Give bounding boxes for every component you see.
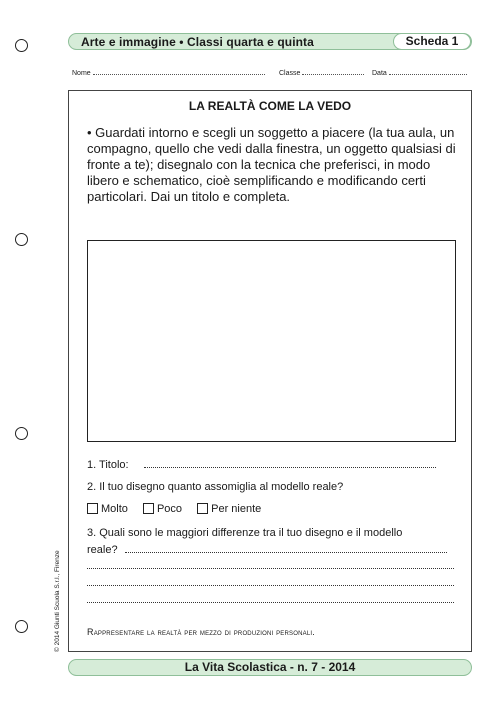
learning-goal: Rappresentare la realtà per mezzo di produzioni personali.: [87, 627, 315, 637]
question-1: [87, 458, 436, 471]
worksheet-frame: [68, 90, 472, 652]
name-label: Nome: [72, 70, 91, 77]
date-field[interactable]: [372, 68, 467, 77]
binder-hole-top: [15, 39, 28, 52]
question-2-number: 2.: [87, 481, 97, 493]
question-1-number: 1.: [87, 459, 97, 471]
option-molto[interactable]: [87, 503, 128, 515]
question-3-line2: [87, 543, 447, 556]
option-per-niente-label: Per niente: [211, 503, 262, 515]
question-2-text: Il tuo disegno quanto assomiglia al modello reale?: [99, 481, 344, 493]
footer-bar: La Vita Scolastica - n. 7 - 2014: [68, 659, 472, 676]
class-field[interactable]: [279, 68, 364, 77]
question-1-text: Titolo:: [99, 459, 129, 471]
differences-answer-line-1[interactable]: [125, 543, 447, 553]
question-3-text-cont: reale?: [87, 544, 118, 556]
question-2: [87, 481, 343, 493]
question-3-text: Quali sono le maggiori differenze tra il tuo disegno e il modello: [99, 527, 403, 539]
option-poco-label: Poco: [156, 503, 183, 515]
name-field[interactable]: [72, 68, 265, 77]
name-dotted-line: [93, 68, 265, 75]
copyright-notice: © 2014 Giunti Scuola S.r.l., Firenze: [54, 550, 61, 652]
question-3-number: 3.: [87, 527, 97, 539]
date-dotted-line: [389, 68, 467, 75]
option-per-niente[interactable]: [197, 503, 261, 515]
class-label: Classe: [279, 70, 301, 77]
checkbox-molto[interactable]: [87, 503, 98, 514]
question-2-options: [87, 503, 273, 515]
binder-hole-bottom: [15, 620, 28, 633]
sheet-label: Scheda 1: [393, 33, 471, 50]
option-poco[interactable]: [143, 503, 182, 515]
differences-answer-line-4[interactable]: [87, 602, 454, 603]
option-molto-label: Molto: [101, 503, 128, 515]
binder-hole-lower: [15, 427, 28, 440]
header-bar: [68, 33, 472, 50]
date-label: Data: [372, 70, 387, 77]
title-answer-line[interactable]: [144, 458, 436, 468]
class-dotted-line: [302, 68, 364, 75]
drawing-area[interactable]: [87, 240, 456, 442]
instructions: • Guardati intorno e scegli un soggetto a piacere (la tua aula, un compagno, quello che vedi dalla finestra, un oggetto qualsiasi di fronte a te); disegnalo con la tecnica che preferisci, in modo libero e schematico, cioè semplificando e modificando certi particolari. Dai un titolo e completa.: [87, 125, 456, 204]
worksheet-title: LA REALTÀ COME LA VEDO: [188, 99, 352, 113]
differences-answer-line-2[interactable]: [87, 568, 454, 569]
checkbox-poco[interactable]: [143, 503, 154, 514]
subject-title: Arte e immagine • Classi quarta e quinta: [81, 35, 314, 49]
checkbox-per-niente[interactable]: [197, 503, 208, 514]
question-3: [87, 527, 402, 539]
binder-hole-upper: [15, 233, 28, 246]
differences-answer-line-3[interactable]: [87, 585, 454, 586]
